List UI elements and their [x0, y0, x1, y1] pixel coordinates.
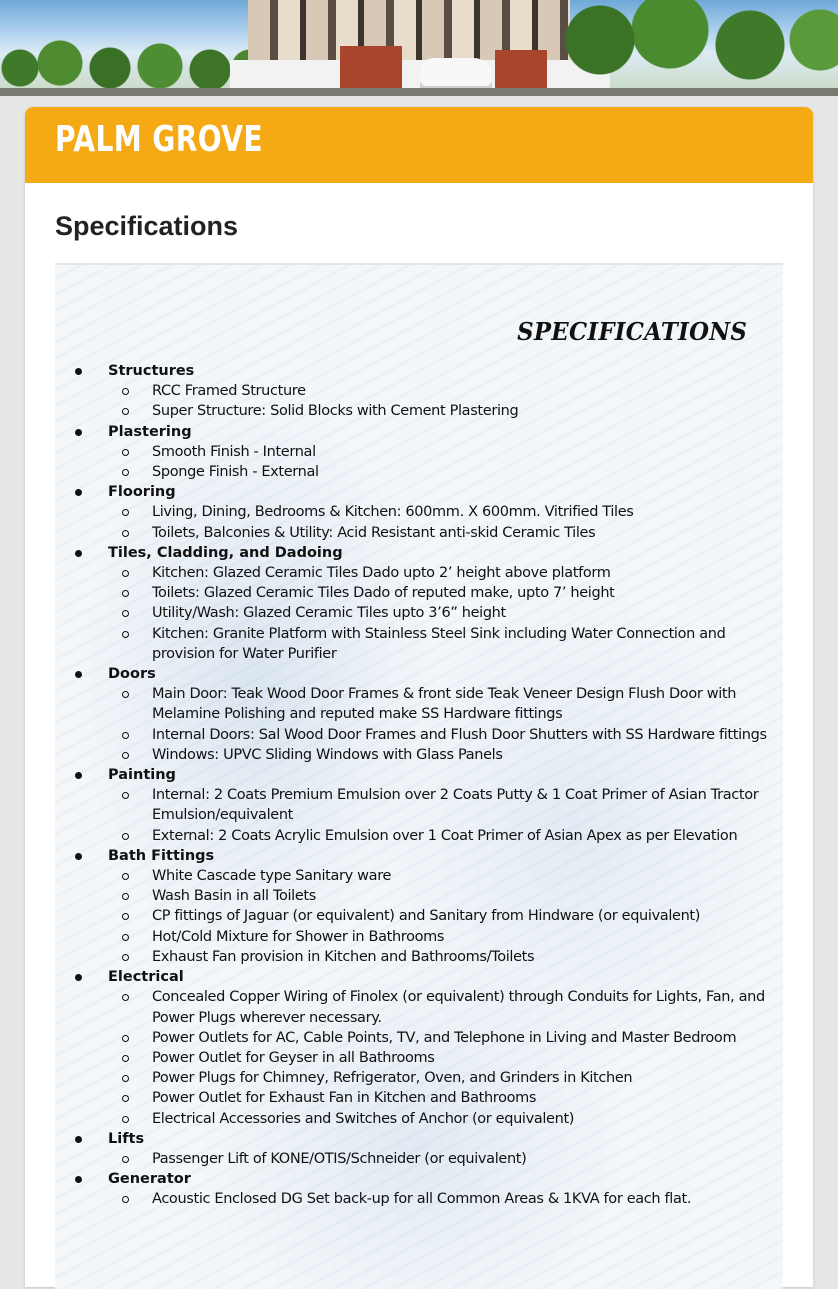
spec-section [55, 422, 783, 483]
spec-section-title: Flooring [108, 484, 176, 501]
spec-item: Sponge Finish - External [108, 462, 783, 482]
spec-section [55, 765, 783, 846]
project-title: PALM GROVE [55, 119, 263, 160]
spec-item: Toilets, Balconies & Utility: Acid Resistant anti-skid Ceramic Tiles [108, 523, 783, 543]
spec-section-title: Bath Fittings [108, 847, 215, 864]
spec-sub-list [108, 502, 783, 542]
spec-sub-list [108, 684, 783, 765]
hero-banner-image [0, 0, 838, 96]
spec-item: Wash Basin in all Toilets [108, 886, 783, 906]
spec-item: Smooth Finish - Internal [108, 442, 783, 462]
spec-item: Internal: 2 Coats Premium Emulsion over 2 Coats Putty & 1 Coat Primer of Asian Tractor Emulsion/equivalent [108, 785, 783, 825]
card-header [25, 107, 813, 183]
spec-section [55, 543, 783, 664]
spec-sub-list [108, 442, 783, 482]
project-card [25, 107, 813, 1287]
spec-item: White Cascade type Sanitary ware [108, 866, 783, 886]
spec-sub-list [108, 866, 783, 967]
spec-item: Toilets: Glazed Ceramic Tiles Dado of reputed make, upto 7’ height [108, 583, 783, 603]
spec-section [55, 967, 783, 1129]
spec-item: Windows: UPVC Sliding Windows with Glass Panels [108, 745, 783, 765]
spec-sub-list [108, 381, 783, 421]
spec-section [55, 846, 783, 967]
spec-section-title: Tiles, Cladding, and Dadoing [108, 544, 343, 561]
spec-item: Main Door: Teak Wood Door Frames & front side Teak Veneer Design Flush Door with Melamine Polishing and reputed make SS Hardware fittings [108, 684, 783, 724]
spec-section-title: Plastering [108, 423, 192, 440]
spec-section [55, 361, 783, 422]
spec-sub-list [108, 1149, 783, 1169]
spec-item: Hot/Cold Mixture for Shower in Bathrooms [108, 927, 783, 947]
spec-section [55, 482, 783, 543]
spec-item: Exhaust Fan provision in Kitchen and Bathrooms/Toilets [108, 947, 783, 967]
page-heading: Specifications [55, 211, 239, 241]
spec-section [55, 1129, 783, 1169]
spec-item: Kitchen: Granite Platform with Stainless Steel Sink including Water Connection and provision for Water Purifier [108, 624, 783, 664]
spec-item: CP fittings of Jaguar (or equivalent) and Sanitary from Hindware (or equivalent) [108, 906, 783, 926]
spec-section [55, 1169, 783, 1209]
spec-item: Electrical Accessories and Switches of Anchor (or equivalent) [108, 1109, 783, 1129]
spec-item: Acoustic Enclosed DG Set back-up for all Common Areas & 1KVA for each flat. [108, 1189, 783, 1209]
spec-section-title: Structures [108, 363, 195, 379]
spec-section-title: Doors [108, 666, 156, 683]
spec-section-title: Electrical [108, 969, 184, 986]
document-title: SPECIFICATIONS [516, 317, 747, 346]
spec-item: Power Outlets for AC, Cable Points, TV, and Telephone in Living and Master Bedroom [108, 1028, 783, 1048]
spec-item: Super Structure: Solid Blocks with Cement Plastering [108, 401, 783, 421]
spec-item: Power Plugs for Chimney, Refrigerator, Oven, and Grinders in Kitchen [108, 1068, 783, 1088]
specifications-document-image [55, 263, 783, 1289]
spec-item: Kitchen: Glazed Ceramic Tiles Dado upto 2’ height above platform [108, 563, 783, 583]
spec-item: Internal Doors: Sal Wood Door Frames and Flush Door Shutters with SS Hardware fittings [108, 725, 783, 745]
spec-sub-list [108, 987, 783, 1128]
spec-section-title: Lifts [108, 1130, 145, 1147]
spec-item: Power Outlet for Exhaust Fan in Kitchen and Bathrooms [108, 1088, 783, 1108]
spec-section-title: Painting [108, 767, 176, 784]
spec-item: RCC Framed Structure [108, 381, 783, 401]
spec-item: Living, Dining, Bedrooms & Kitchen: 600mm. X 600mm. Vitrified Tiles [108, 502, 783, 522]
spec-section-title: Generator [108, 1171, 191, 1188]
spec-item: External: 2 Coats Acrylic Emulsion over 1 Coat Primer of Asian Apex as per Elevation [108, 826, 783, 846]
spec-item: Concealed Copper Wiring of Finolex (or equivalent) through Conduits for Lights, Fan, and Power Plugs wherever necessary. [108, 987, 783, 1027]
spec-item: Power Outlet for Geyser in all Bathrooms [108, 1048, 783, 1068]
specifications-list [55, 361, 783, 1210]
spec-item: Passenger Lift of KONE/OTIS/Schneider (or equivalent) [108, 1149, 783, 1169]
spec-sub-list [108, 563, 783, 664]
spec-item: Utility/Wash: Glazed Ceramic Tiles upto 3’6” height [108, 603, 783, 623]
spec-sub-list [108, 1189, 783, 1209]
spec-section [55, 664, 783, 765]
spec-sub-list [108, 785, 783, 846]
